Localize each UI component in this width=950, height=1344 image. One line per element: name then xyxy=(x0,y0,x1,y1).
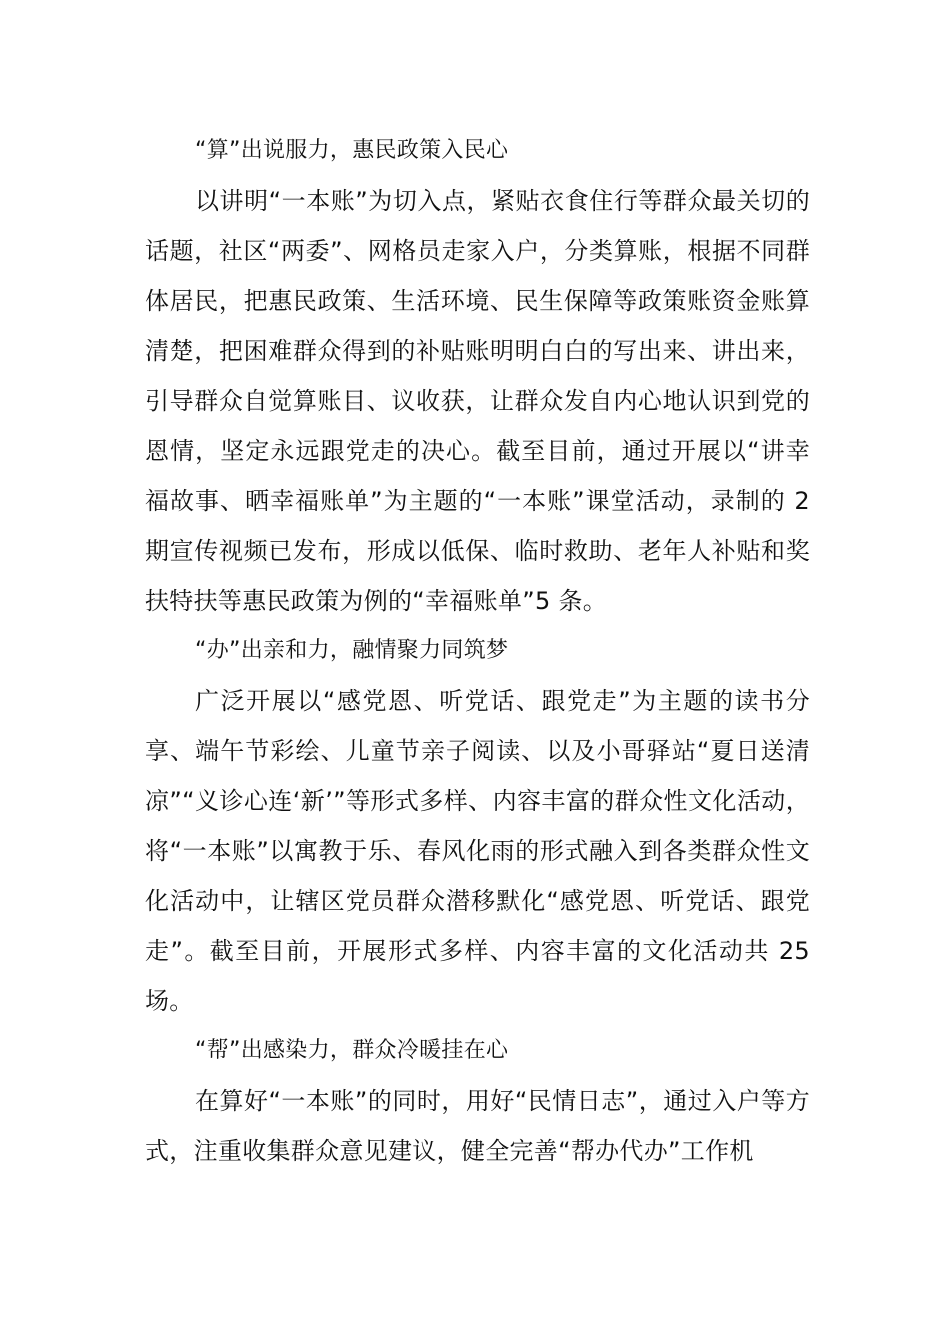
section-heading-1: “算”出说服力，惠民政策入民心 xyxy=(195,138,509,163)
section-heading-2: “办”出亲和力，融情聚力同筑梦 xyxy=(195,638,509,663)
section-paragraph-3: 在算好“一本账”的同时，用好“民情日志”，通过入户等方式，注重收集群众意见建议，健全完善“帮办代办”工作机 xyxy=(145,1087,810,1165)
section-paragraph-1: 以讲明“一本账”为切入点，紧贴衣食住行等群众最关切的话题，社区“两委”、网格员走家入户，分类算账，根据不同群体居民，把惠民政策、生活环境、民生保障等政策账资金账算清楚，把困难群众得到的补贴账明明白白的写出来、讲出来，引导群众自觉算账目、议收获，让群众发自内心地认识到党的恩情，坚定永远跟党走的决心。截至目前，通过开展以“讲幸福故事、晒幸福账单”为主题的“一本账”课堂活动，录制的 2 期宣传视频已发布，形成以低保、临时救助、老年人补贴和奖扶特扶等惠民政策为例的“幸福账单”5 条。 xyxy=(145,187,810,615)
section-paragraph-2: 广泛开展以“感党恩、听党话、跟党走”为主题的读书分享、端午节彩绘、儿童节亲子阅读、以及小哥驿站“夏日送清凉”“义诊心连‘新’”等形式多样、内容丰富的群众性文化活动，将“一本账”以寓教于乐、春风化雨的形式融入到各类群众性文化活动中，让辖区党员群众潜移默化“感党恩、听党话、跟党走”。截至目前，开展形式多样、内容丰富的文化活动共 25 场。 xyxy=(145,687,810,1015)
section-heading-3: “帮”出感染力，群众冷暖挂在心 xyxy=(195,1038,509,1063)
document-body xyxy=(145,126,810,1176)
